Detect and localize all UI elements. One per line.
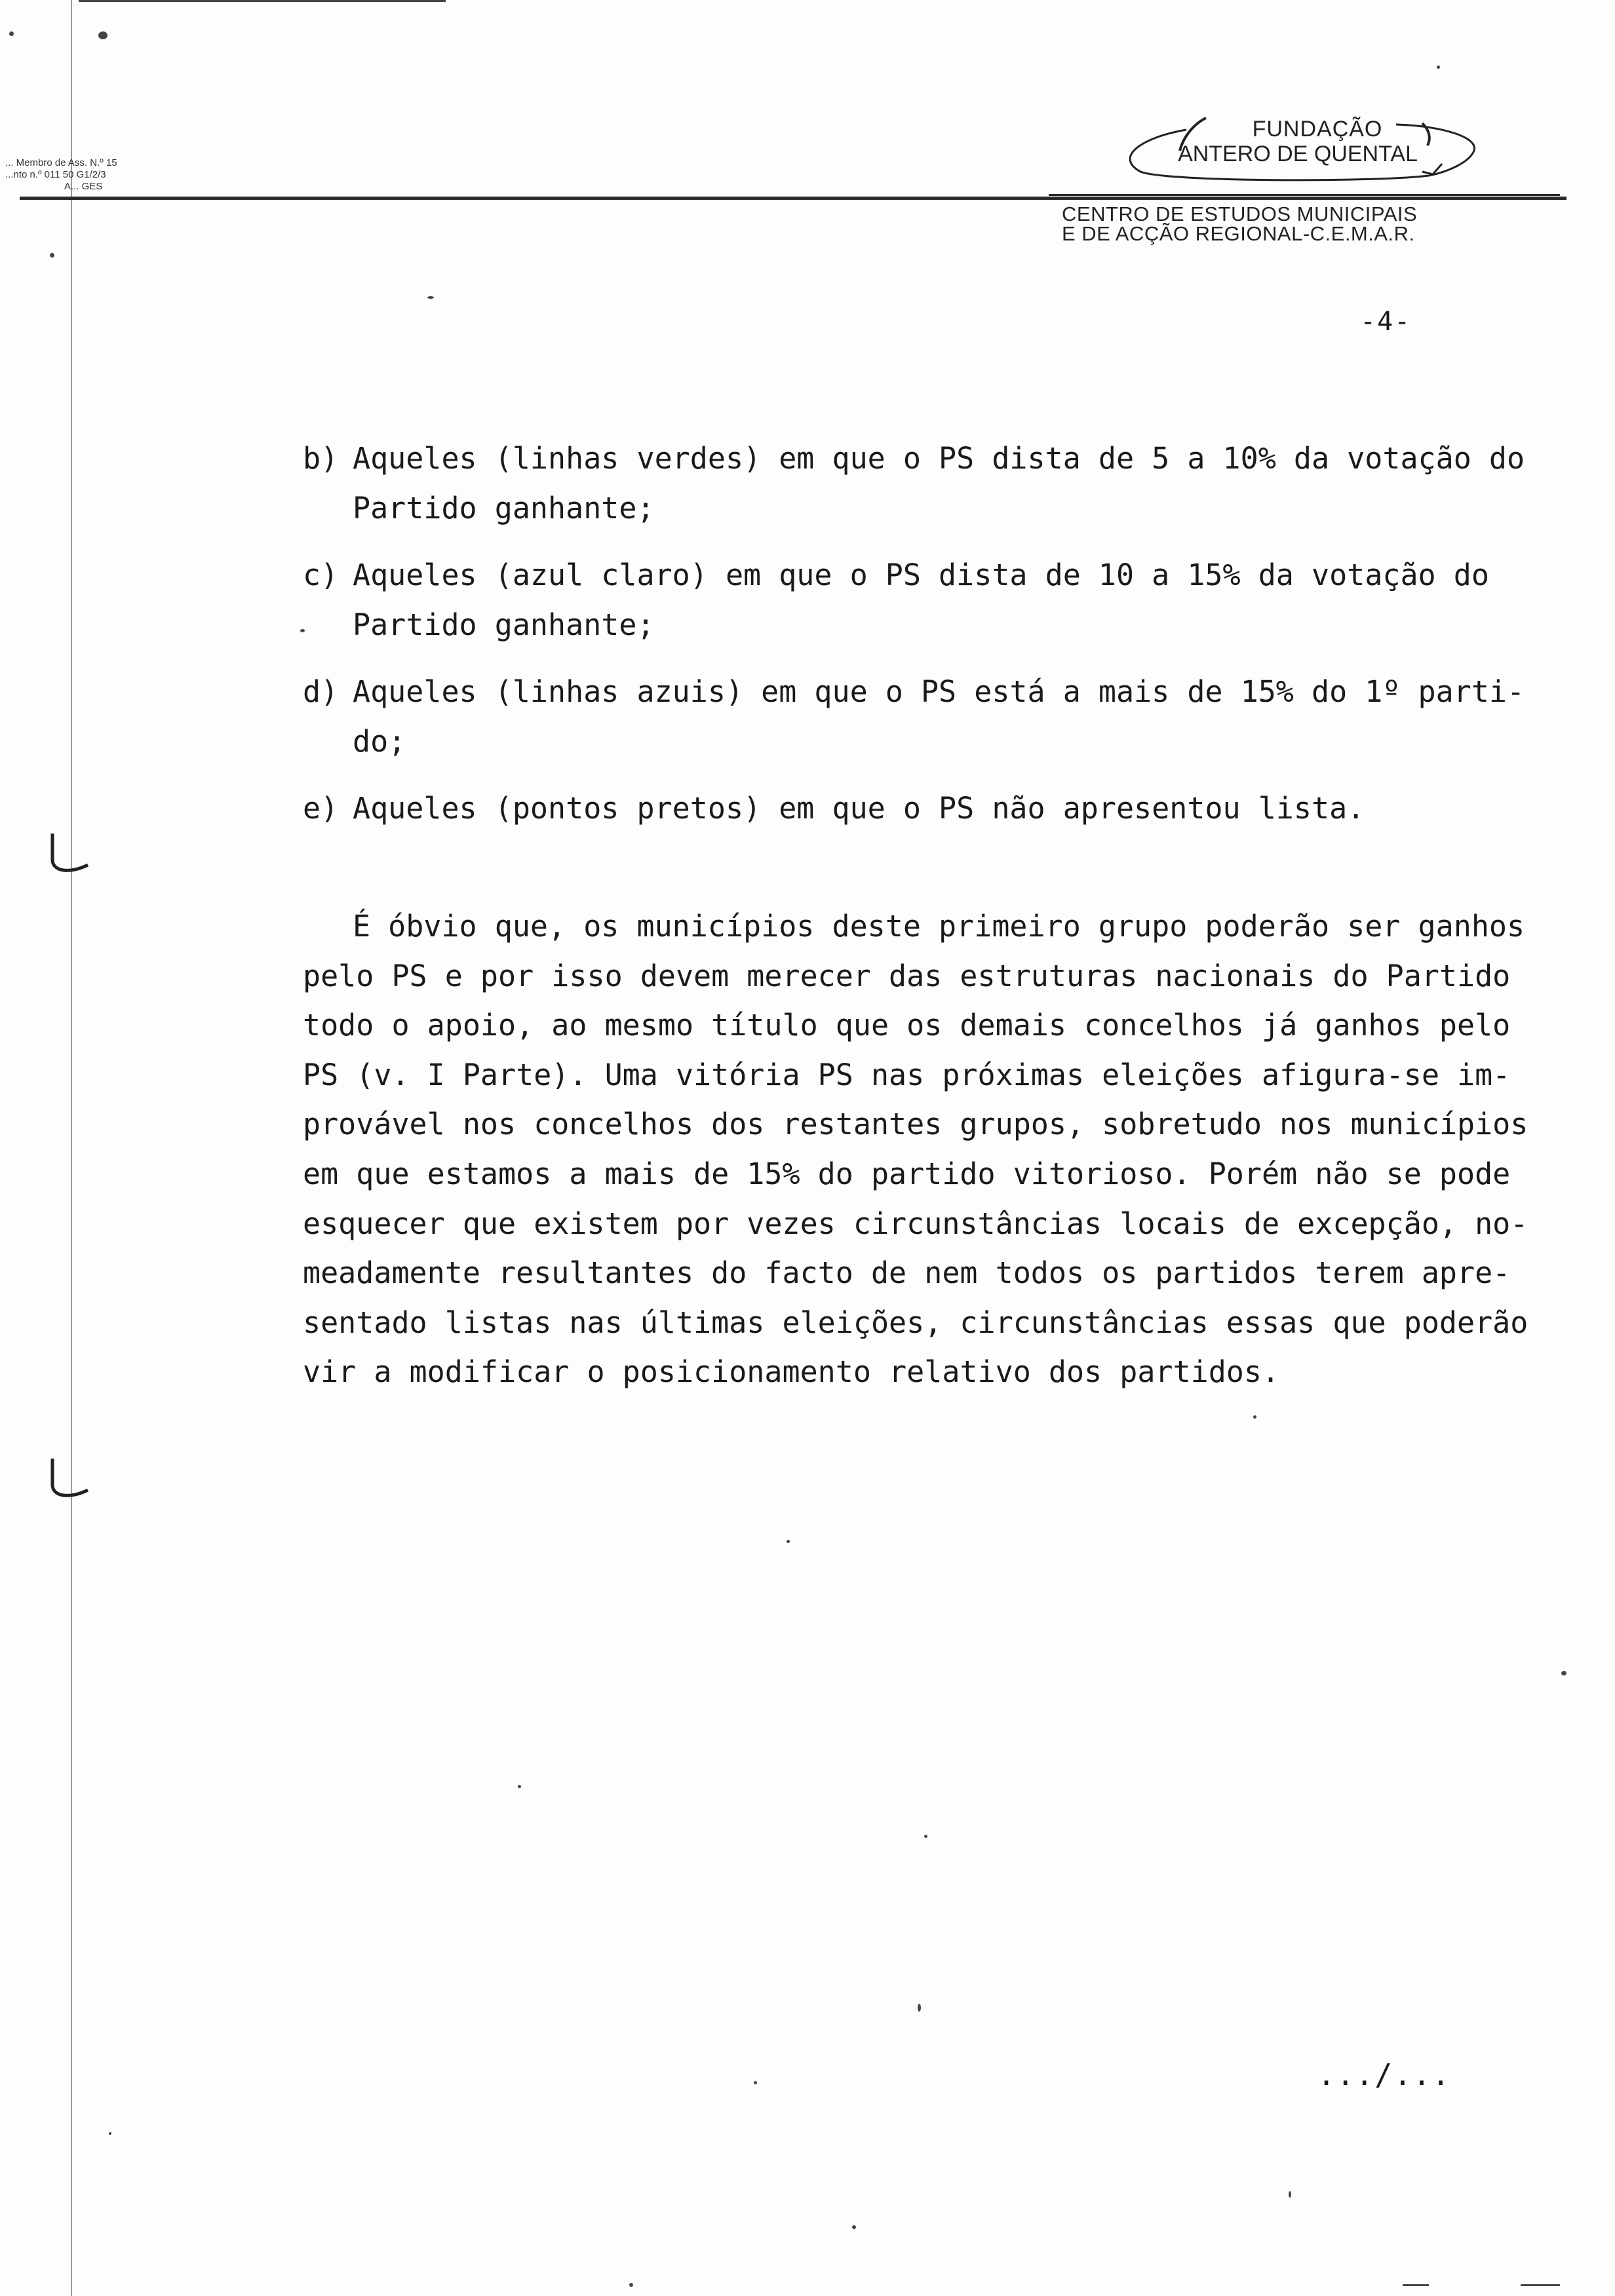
logo-subtitle: ANTERO DE QUENTAL bbox=[1178, 142, 1418, 166]
scan-speck bbox=[1437, 66, 1440, 69]
scan-speck bbox=[1521, 2284, 1560, 2286]
paragraph-line: todo o apoio, ao mesmo título que os demais concelhos já ganhos pelo bbox=[303, 1008, 1511, 1043]
binding-hook-icon bbox=[43, 1456, 92, 1502]
paragraph-line: É óbvio que, os municípios deste primeiro grupo poderão ser ganhos bbox=[353, 909, 1525, 944]
scan-speck bbox=[427, 296, 434, 299]
paragraph-line: PS (v. I Parte). Uma vitória PS nas próximas eleições afigura-se im- bbox=[303, 1057, 1511, 1092]
scan-speck bbox=[109, 2132, 111, 2135]
centre-name-line: CENTRO DE ESTUDOS MUNICIPAIS bbox=[1062, 202, 1418, 225]
scan-edge-line bbox=[79, 0, 446, 2]
list-line: Aqueles (pontos pretos) em que o PS não apresentou lista. bbox=[353, 791, 1365, 826]
list-item bbox=[303, 550, 1489, 650]
list-marker: e) bbox=[303, 791, 339, 826]
centre-name-line: E DE ACÇÃO REGIONAL-C.E.M.A.R. bbox=[1062, 222, 1415, 245]
paragraph-line: em que estamos a mais de 15% do partido vitorioso. Porém não se pode bbox=[303, 1156, 1511, 1191]
header-rule bbox=[20, 197, 1566, 200]
archive-stamp-line: ... Membro de Ass. N.º 15 bbox=[5, 157, 117, 168]
paragraph-line: pelo PS e por isso devem merecer das estruturas nacionais do Partido bbox=[303, 958, 1511, 993]
archive-stamp-line: ...nto n.º 011 50 G1/2/3 bbox=[5, 169, 106, 180]
list-line: Aqueles (linhas azuis) em que o PS está a mais de 15% do 1º parti- bbox=[353, 674, 1525, 709]
scan-speck bbox=[1253, 1415, 1256, 1419]
scan-speck bbox=[98, 31, 107, 39]
paragraph-line: meadamente resultantes do facto de nem todos os partidos terem apre- bbox=[303, 1255, 1511, 1291]
logo-title: FUNDAÇÃO bbox=[1252, 117, 1383, 142]
binding-hook-icon bbox=[43, 831, 92, 877]
archive-stamp bbox=[5, 157, 189, 193]
scan-speck bbox=[787, 1540, 790, 1543]
header-rule-accent bbox=[1049, 194, 1560, 196]
scan-speck bbox=[518, 1785, 521, 1788]
list-line: Partido ganhante; bbox=[353, 607, 655, 642]
paragraph-line: esquecer que existem por vezes circunstâncias locais de excepção, no- bbox=[303, 1206, 1528, 1241]
list-line: Partido ganhante; bbox=[353, 491, 655, 526]
page-number: -4- bbox=[1360, 307, 1412, 337]
list-marker: c) bbox=[303, 558, 339, 592]
list-line: Aqueles (azul claro) em que o PS dista de 10 a 15% da votação do bbox=[353, 558, 1489, 592]
paragraph-line: vir a modificar o posicionamento relativo dos partidos. bbox=[303, 1354, 1280, 1390]
scan-speck bbox=[754, 2081, 757, 2084]
list-item bbox=[303, 784, 1365, 833]
list-marker: b) bbox=[303, 441, 339, 476]
scan-speck bbox=[1289, 2191, 1291, 2198]
scan-speck bbox=[1403, 2284, 1429, 2286]
scan-speck bbox=[629, 2283, 633, 2287]
list-item bbox=[303, 434, 1525, 533]
list-marker: d) bbox=[303, 674, 339, 709]
scan-speck bbox=[300, 629, 305, 632]
scan-speck bbox=[9, 31, 14, 36]
binding-margin-line bbox=[71, 0, 72, 2296]
scan-speck bbox=[50, 253, 54, 258]
body-paragraph bbox=[303, 902, 1528, 1397]
list-line: do; bbox=[353, 724, 406, 759]
continuation-mark: .../... bbox=[1317, 2057, 1451, 2092]
scan-speck bbox=[918, 2004, 921, 2012]
paragraph-line: provável nos concelhos dos restantes grupos, sobretudo nos municípios bbox=[303, 1107, 1528, 1142]
paragraph-line: sentado listas nas últimas eleições, circunstâncias essas que poderão bbox=[303, 1305, 1528, 1340]
foundation-logo bbox=[1114, 111, 1481, 183]
list-line: Aqueles (linhas verdes) em que o PS dista de 5 a 10% da votação do bbox=[353, 441, 1525, 476]
scan-speck bbox=[924, 1835, 927, 1838]
scan-speck bbox=[852, 2225, 856, 2229]
list-item bbox=[303, 667, 1525, 767]
archive-stamp-line: A... GES bbox=[64, 181, 103, 192]
centre-name bbox=[1062, 204, 1417, 244]
scan-speck bbox=[1561, 1671, 1566, 1675]
